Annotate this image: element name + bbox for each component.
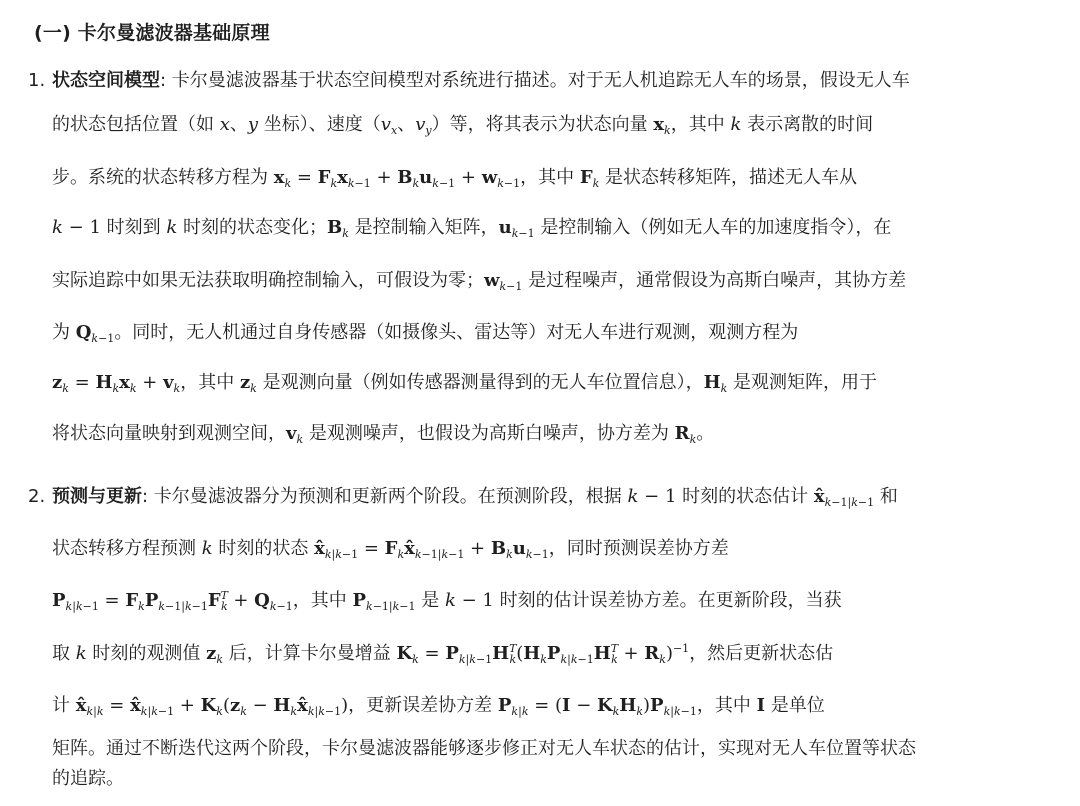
item-1-line-5: 实际追踪中如果无法获取明确控制输入，可假设为零；$w_{k-1}$ 是过程噪声，通常假设为高斯白噪声，其协方差 [52, 270, 907, 293]
item-1-line-8: 将状态向量映射到观测空间，$v_k$ 是观测噪声，也假设为高斯白噪声，协方差为 $R_k$。 [52, 423, 715, 446]
item-2-line-5: 计 $x̂_{k|k}$ = $x̂_{k|k-1} + K_k(z_k$ − $H_kx̂_{k|k-1}$)，更新误差协方差 $P_{k|k} = (I - K_kH_k)P_{k|k-1}$，其中 I 是单位 [52, 695, 825, 718]
item-2-line-7: 的追踪。 [52, 768, 124, 789]
item-1-line-4: k − 1 时刻到 k 时刻的状态变化；$B_k$ 是控制输入矩阵，$u_{k-1}$ 是控制输入（例如无人车的加速度指令），在 [52, 217, 892, 240]
item-2-line-1: 预测与更新: 卡尔曼滤波器分为预测和更新两个阶段。在预测阶段，根据 k − 1 时刻的状态估计 $x̂_{k-1|k-1}$ 和 [52, 486, 898, 509]
item-2-line-6: 矩阵。通过不断迭代这两个阶段，卡尔曼滤波器能够逐步修正对无人车状态的估计，实现对无人车位置等状态 [52, 738, 916, 759]
item-1-line-7: $z_k = H_kx_k + v_k$，其中 $z_k$ 是观测向量（例如传感器测量得到的无人车位置信息），$H_k$ 是观测矩阵，用于 [52, 372, 877, 395]
section-heading: (一) 卡尔曼滤波器基础原理 [34, 22, 270, 44]
item-1-line-2: 的状态包括位置（如 x、y 坐标）、速度（$v_x$、$v_y$）等，将其表示为状态向量 $x_k$，其中 k 表示离散的时间 [52, 114, 874, 137]
item-number-1: 1. [28, 70, 46, 91]
item-2-line-3: $P_{k|k-1} = F_kP_{k-1|k-1}F^T_k + Q_{k-1}$，其中 $P_{k-1|k-1}$ 是 k − 1 时刻的估计误差协方差。在更新阶段，当获 [52, 589, 842, 613]
item-2-line-4: 取 k 时刻的观测值 $z_k$ 后，计算卡尔曼增益 $K_k = P_{k|k-1}H^T_k(H_kP_{k|k-1}H^T_k + R_k)^{-1}$，然后更新状态估 [52, 642, 834, 666]
item-1-line-3: 步。系统的状态转移方程为 $x_k = F_kx_{k-1} + B_ku_{k-1} + w_{k-1}$，其中 $F_k$ 是状态转移矩阵，描述无人车从 [52, 167, 857, 190]
item-1-line-6: 为 $Q_{k-1}$。同时，无人机通过自身传感器（如摄像头、雷达等）对无人车进行观测，观测方程为 [52, 322, 799, 345]
item-number-2: 2. [28, 486, 46, 507]
item-1-title: 状态空间模型 [52, 70, 160, 91]
item-1-line-1: 状态空间模型: 卡尔曼滤波器基于状态空间模型对系统进行描述。对于无人机追踪无人车的场景，假设无人车 [52, 70, 910, 91]
item-2-title: 预测与更新 [52, 486, 142, 507]
item-2-line-2: 状态转移方程预测 k 时刻的状态 $x̂_{k|k-1}$ = $F_kx̂_{k-1|k-1} + B_ku_{k-1}$，同时预测误差协方差 [52, 538, 729, 561]
